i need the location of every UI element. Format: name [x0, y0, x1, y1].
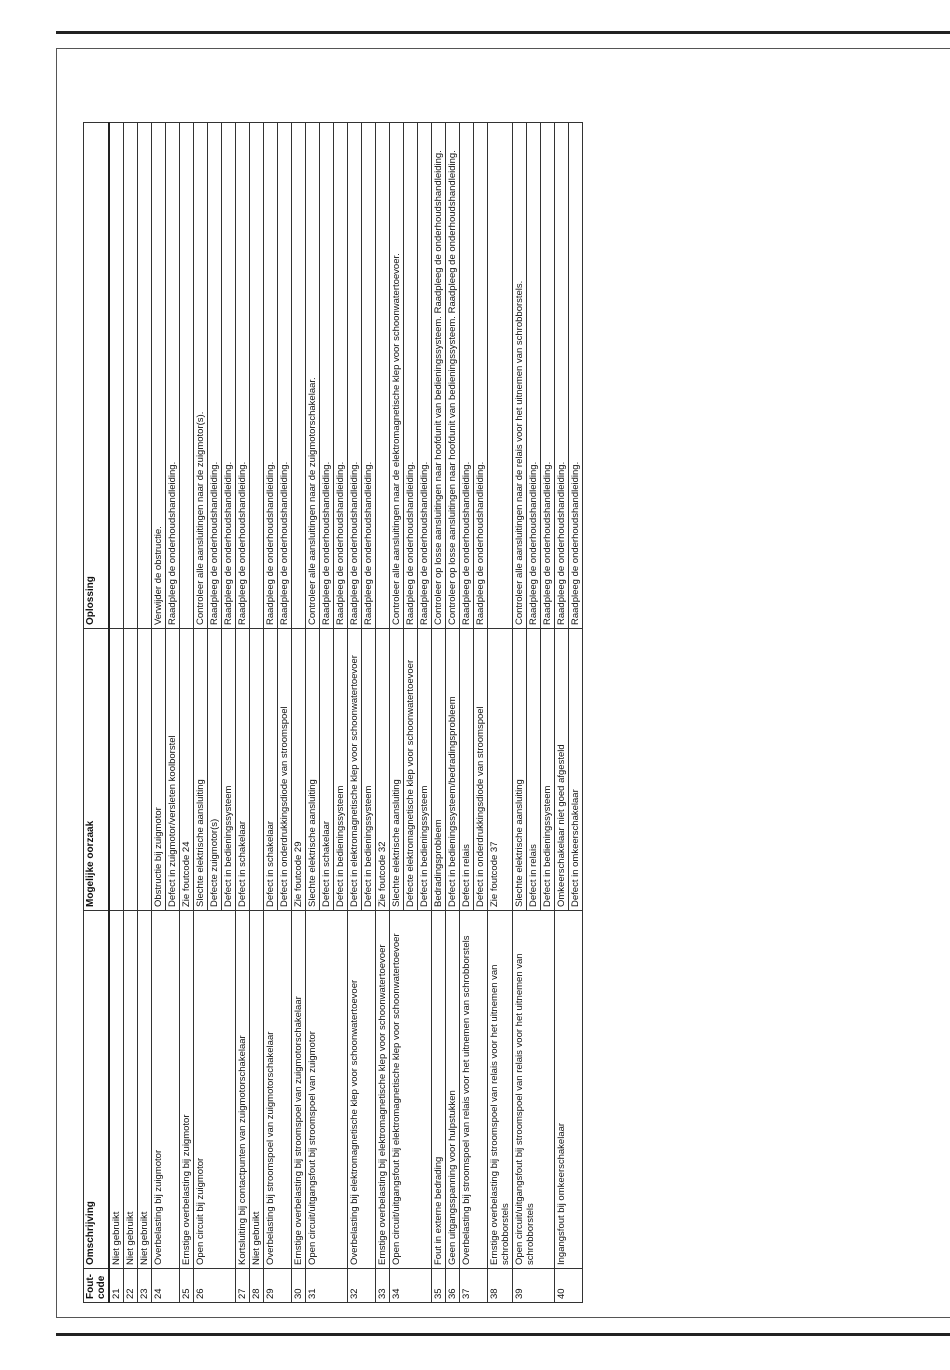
cause-cell: Zie foutcode 32	[376, 629, 390, 911]
cause-cell	[109, 629, 124, 911]
solution-cell	[180, 123, 194, 629]
solution-cell: Raadpleeg de onderhoudshandleiding.	[404, 123, 418, 629]
fault-description-cell: Ernstige overbelasting bij stroomspoel van zuigmotorschakelaar	[292, 911, 306, 1269]
cause-cell: Defect in relais	[460, 629, 474, 911]
fault-description-cell: Niet gebruikt	[250, 911, 264, 1269]
fault-code-cell: 29	[264, 1269, 292, 1303]
fault-description-cell: Open circuit/uitgangsfout bij stroomspoel van relais voor het uitnemen van schrobborstels	[513, 911, 555, 1269]
fault-description-cell: Open circuit/uitgangsfout bij stroomspoel van zuigmotor	[306, 911, 348, 1269]
header-solution: Oplossing	[84, 123, 110, 629]
cause-cell: Defect in bedieningssysteem	[362, 629, 376, 911]
fault-code-table	[83, 122, 583, 1303]
table-row	[180, 123, 194, 1303]
solution-cell: Controleer alle aansluitingen naar de relais voor het uitnemen van schrobborstels.	[513, 123, 527, 629]
solution-cell	[250, 123, 264, 629]
fault-code-cell: 34	[390, 1269, 432, 1303]
solution-cell: Raadpleeg de onderhoudshandleiding.	[334, 123, 348, 629]
fault-description-cell: Overbelasting bij elektromagnetische klep voor schoonwatertoevoer	[348, 911, 376, 1269]
cause-cell: Defect in bedieningssysteem	[541, 629, 555, 911]
fault-code-cell: 21	[109, 1269, 124, 1303]
fault-code-cell: 28	[250, 1269, 264, 1303]
solution-cell: Controleer alle aansluitingen naar de elektromagnetische klep voor schoonwatertoevoer.	[390, 123, 404, 629]
table-row	[124, 123, 138, 1303]
solution-cell: Raadpleeg de onderhoudshandleiding.	[278, 123, 292, 629]
fault-code-cell: 39	[513, 1269, 555, 1303]
fault-description-cell: Open circuit/uitgangsfout bij elektromagnetische klep voor schoonwatertoevoer	[390, 911, 432, 1269]
fault-code-cell: 26	[194, 1269, 236, 1303]
table-row	[555, 123, 569, 1303]
fault-description-cell: Ernstige overbelasting bij elektromagnetische klep voor schoonwatertoevoer	[376, 911, 390, 1269]
fault-description-cell: Fout in externe bedrading	[432, 911, 446, 1269]
solution-cell: Raadpleeg de onderhoudshandleiding.	[474, 123, 488, 629]
cause-cell: Defect in schakelaar	[236, 629, 250, 911]
fault-description-cell: Overbelasting bij stroomspoel van zuigmotorschakelaar	[264, 911, 292, 1269]
cause-cell: Zie foutcode 24	[180, 629, 194, 911]
solution-cell: Controleer alle aansluitingen naar de zuigmotor(s).	[194, 123, 208, 629]
table-row	[264, 123, 278, 1303]
table-row	[194, 123, 208, 1303]
solution-cell	[376, 123, 390, 629]
cause-cell: Zie foutcode 29	[292, 629, 306, 911]
fault-code-cell: 40	[555, 1269, 583, 1303]
solution-cell: Raadpleeg de onderhoudshandleiding.	[236, 123, 250, 629]
cause-cell: Defect in bedieningssysteem	[334, 629, 348, 911]
fault-description-cell: Niet gebruikt	[124, 911, 138, 1269]
solution-cell: Raadpleeg de onderhoudshandleiding.	[541, 123, 555, 629]
fault-description-cell: Ingangsfout bij omkeerschakelaar	[555, 911, 583, 1269]
table-row	[390, 123, 404, 1303]
table-row	[250, 123, 264, 1303]
table-header-row	[84, 123, 110, 1303]
header-cause: Mogelijke oorzaak	[84, 629, 110, 911]
cause-cell	[250, 629, 264, 911]
cause-cell: Defect in zuigmotor/versleten koolborstel	[166, 629, 180, 911]
fault-description-cell: Ernstige overbelasting bij stroomspoel van relais voor het uitnemen van schrobborstels	[488, 911, 513, 1269]
table-row	[292, 123, 306, 1303]
cause-cell: Defect in relais	[527, 629, 541, 911]
solution-cell: Raadpleeg de onderhoudshandleiding.	[555, 123, 569, 629]
cause-cell: Defect in bedieningssysteem	[418, 629, 432, 911]
solution-cell	[488, 123, 513, 629]
cause-cell: Slechte elektrische aansluiting	[390, 629, 404, 911]
fault-code-cell: 37	[460, 1269, 488, 1303]
cause-cell: Defect in schakelaar	[320, 629, 334, 911]
solution-cell: Raadpleeg de onderhoudshandleiding.	[222, 123, 236, 629]
cause-cell: Slechte elektrische aansluiting	[194, 629, 208, 911]
fault-description-cell: Overbelasting bij stroomspoel van relais voor het uitnemen van schrobborstels	[460, 911, 488, 1269]
solution-cell: Controleer op losse aansluitingen naar hoofdunit van bedieningssysteem. Raadpleeg de onderhoudshandleiding.	[432, 123, 446, 629]
table-row	[306, 123, 320, 1303]
fault-description-cell: Ernstige overbelasting bij zuigmotor	[180, 911, 194, 1269]
cause-cell: Slechte elektrische aansluiting	[306, 629, 320, 911]
fault-code-cell: 30	[292, 1269, 306, 1303]
cause-cell: Defect in bedieningssysteem	[222, 629, 236, 911]
cause-cell: Defect in bedieningssysteem/bedradingsprobleem	[446, 629, 460, 911]
fault-code-cell: 38	[488, 1269, 513, 1303]
cause-cell: Slechte elektrische aansluiting	[513, 629, 527, 911]
solution-cell: Raadpleeg de onderhoudshandleiding.	[362, 123, 376, 629]
fault-description-cell: Geen uitgangsspanning voor hulpstukken	[446, 911, 460, 1269]
table-row	[376, 123, 390, 1303]
cause-cell: Defect in schakelaar	[264, 629, 278, 911]
solution-cell: Raadpleeg de onderhoudshandleiding.	[460, 123, 474, 629]
solution-cell	[292, 123, 306, 629]
fault-code-cell: 32	[348, 1269, 376, 1303]
fault-code-cell: 23	[138, 1269, 152, 1303]
top-rule	[56, 31, 950, 34]
cause-cell: Obstructie bij zuigmotor	[152, 629, 166, 911]
solution-cell: Verwijder de obstructie.	[152, 123, 166, 629]
table-row	[152, 123, 166, 1303]
fault-code-cell: 35	[432, 1269, 446, 1303]
solution-cell: Controleer op losse aansluitingen naar hoofdunit van bedieningssysteem. Raadpleeg de onderhoudshandleiding.	[446, 123, 460, 629]
table-row	[236, 123, 250, 1303]
table-row	[513, 123, 527, 1303]
solution-cell: Raadpleeg de onderhoudshandleiding.	[264, 123, 278, 629]
fault-description-cell: Niet gebruikt	[109, 911, 124, 1269]
fault-code-cell: 22	[124, 1269, 138, 1303]
fault-description-cell: Open circuit bij zuigmotor	[194, 911, 236, 1269]
header-code: Fout-code	[84, 1269, 110, 1303]
cause-cell: Bedradingsprobleem	[432, 629, 446, 911]
fault-code-table-container	[83, 123, 828, 1303]
cause-cell: Defecte elektromagnetische klep voor schoonwatertoevoer	[404, 629, 418, 911]
solution-cell: Raadpleeg de onderhoudshandleiding.	[348, 123, 362, 629]
fault-description-cell: Overbelasting bij zuigmotor	[152, 911, 180, 1269]
fault-code-cell: 36	[446, 1269, 460, 1303]
cause-cell	[124, 629, 138, 911]
solution-cell: Raadpleeg de onderhoudshandleiding.	[418, 123, 432, 629]
bottom-rule	[56, 1333, 950, 1336]
cause-cell: Defecte zuigmotor(s)	[208, 629, 222, 911]
table-row	[446, 123, 460, 1303]
solution-cell: Raadpleeg de onderhoudshandleiding.	[569, 123, 583, 629]
table-row	[488, 123, 513, 1303]
solution-cell: Raadpleeg de onderhoudshandleiding.	[527, 123, 541, 629]
header-description: Omschrijving	[84, 911, 110, 1269]
solution-cell: Raadpleeg de onderhoudshandleiding.	[166, 123, 180, 629]
fault-code-cell: 27	[236, 1269, 250, 1303]
fault-description-cell: Kortsluiting bij contactpunten van zuigmotorschakelaar	[236, 911, 250, 1269]
table-row	[348, 123, 362, 1303]
cause-cell: Defect in elektromagnetische klep voor schoonwatertoevoer	[348, 629, 362, 911]
table-body	[109, 123, 583, 1303]
fault-code-cell: 25	[180, 1269, 194, 1303]
fault-code-cell: 31	[306, 1269, 348, 1303]
fault-code-cell: 33	[376, 1269, 390, 1303]
solution-cell	[109, 123, 124, 629]
cause-cell	[138, 629, 152, 911]
table-row	[138, 123, 152, 1303]
cause-cell: Defect in onderdrukkingsdiode van stroomspoel	[474, 629, 488, 911]
cause-cell: Defect in omkeerschakelaar	[569, 629, 583, 911]
cause-cell: Omkeerschakelaar niet goed afgesteld	[555, 629, 569, 911]
table-row	[460, 123, 474, 1303]
cause-cell: Zie foutcode 37	[488, 629, 513, 911]
solution-cell: Controleer alle aansluitingen naar de zuigmotorschakelaar.	[306, 123, 320, 629]
solution-cell	[124, 123, 138, 629]
solution-cell	[138, 123, 152, 629]
solution-cell: Raadpleeg de onderhoudshandleiding.	[320, 123, 334, 629]
table-row	[109, 123, 124, 1303]
solution-cell: Raadpleeg de onderhoudshandleiding.	[208, 123, 222, 629]
fault-code-cell: 24	[152, 1269, 180, 1303]
cause-cell: Defect in onderdrukkingsdiode van stroomspoel	[278, 629, 292, 911]
fault-description-cell: Niet gebruikt	[138, 911, 152, 1269]
table-row	[432, 123, 446, 1303]
